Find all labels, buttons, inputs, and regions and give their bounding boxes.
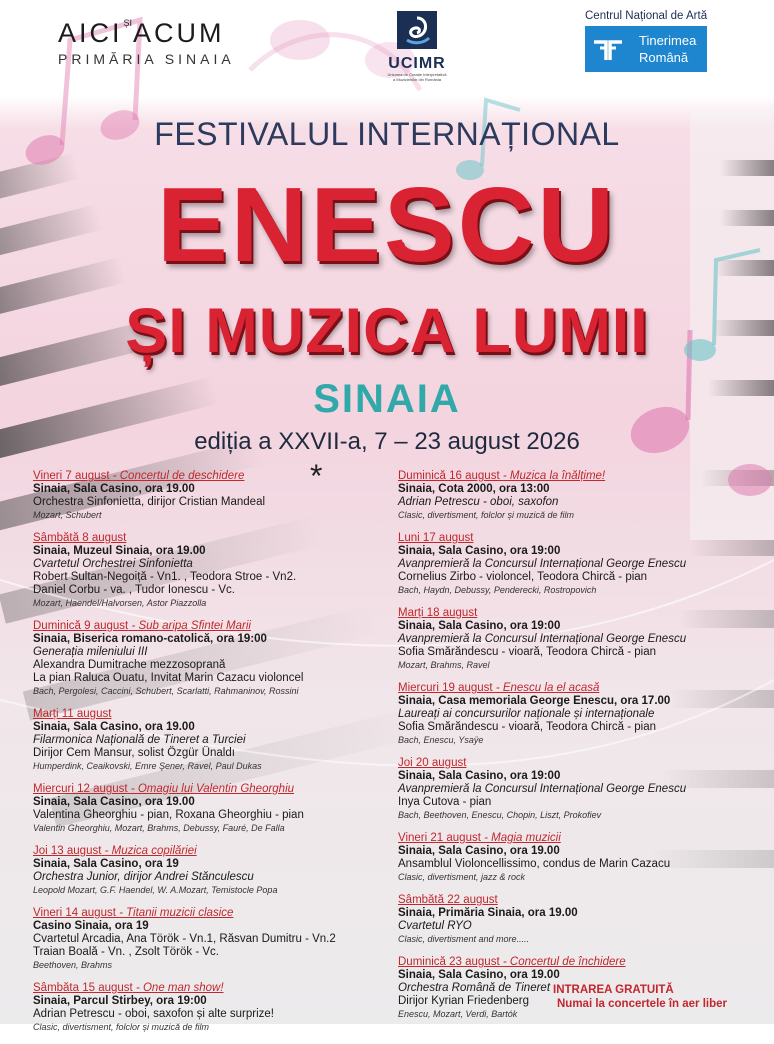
event-date-heading — [398, 607, 768, 620]
tinerimea-emblem-icon — [591, 34, 625, 64]
event-title: - Sub aripa Sfintei Marii — [131, 620, 251, 632]
event-venue: Sinaia, Sala Casino, ora 19.00 — [398, 969, 560, 981]
event-venue: Sinaia, Sala Casino, ora 19.00 — [33, 483, 195, 495]
event-date-heading — [398, 532, 768, 545]
event-performers: Robert Sultan-Negoiță - Vn1. , Teodora Stroe - Vn2. — [33, 571, 297, 583]
event-performers: Cvartetul Arcadia, Ana Török - Vn.1, Răsvan Dumitru - Vn.2 — [33, 933, 336, 945]
event-performers: Valentina Gheorghiu - pian, Roxana Gheorghiu - pian — [33, 809, 304, 821]
cna-title: Centrul Național de Artă — [585, 10, 708, 22]
event-day: Marți 18 august — [398, 607, 478, 619]
event-venue: Sinaia, Sala Casino, ora 19:00 — [398, 620, 561, 632]
event-day: Sâmbătă 22 august — [398, 894, 498, 906]
event-day: Marți 11 august — [33, 708, 112, 720]
event-venue: Sinaia, Sala Casino, ora 19:00 — [398, 545, 561, 557]
event-date-heading — [33, 982, 393, 995]
event-venue: Sinaia, Sala Casino, ora 19:00 — [398, 770, 561, 782]
event-date-heading — [33, 907, 393, 920]
event-venue: Sinaia, Sala Casino, ora 19.00 — [398, 845, 560, 857]
event-performers: Avanpremieră la Concursul Internațional George Enescu — [398, 783, 687, 795]
city-title: SINAIA — [313, 377, 461, 421]
si-word: ȘI — [123, 18, 133, 28]
romana-label: Română — [639, 50, 689, 65]
event-performers: Orchestra Română de Tineret — [398, 982, 551, 994]
event-repertoire: Beethoven, Brahms — [33, 960, 113, 970]
event-repertoire: Clasic, divertisment, folclor și muzică de film — [33, 1022, 210, 1032]
event-date-heading — [398, 682, 768, 695]
event-venue: Sinaia, Muzeul Sinaia, ora 19.00 — [33, 545, 206, 557]
ucimr-subtitle-1: Uniunea de Creație Interpretativă — [387, 72, 447, 77]
event-repertoire: Bach, Pergolesi, Caccini, Schubert, Scarlatti, Rahmaninov, Rossini — [33, 686, 299, 696]
event-date-heading — [398, 757, 768, 770]
event-performers: Daniel Corbu - va. , Tudor Ionescu - Vc. — [33, 584, 235, 596]
event-venue: Sinaia, Cota 2000, ora 13:00 — [398, 483, 550, 495]
event-title: - Concertul de deschidere — [112, 470, 245, 482]
event-day: Sâmbăta 15 august — [33, 982, 133, 994]
event-item — [398, 832, 768, 883]
event-repertoire: Humperdink, Ceaikovski, Emre Şener, Ravel, Paul Dukas — [33, 761, 262, 771]
schedule-right-column — [398, 470, 768, 1031]
event-performers: Dirijor Kyrian Friedenberg — [398, 995, 530, 1007]
event-title: - Titanii muzicii clasice — [119, 907, 234, 919]
event-date-heading — [33, 620, 393, 633]
event-performers: Orchestra Sinfonietta, dirijor Cristian Mandeal — [33, 496, 266, 508]
asterisk-mark: * — [310, 458, 323, 494]
event-venue: Sinaia, Parcul Stirbey, ora 19:00 — [33, 995, 207, 1007]
event-date-heading — [33, 470, 393, 483]
event-day: Joi 20 august — [398, 757, 467, 769]
event-venue: Sinaia, Casa memoriala George Enescu, ora 17.00 — [398, 695, 671, 707]
event-performers: Inya Cutova - pian — [398, 796, 492, 808]
open-air-note: Numai la concertele în aer liber — [557, 998, 728, 1010]
muzica-lumii-title: ȘI MUZICA LUMII — [125, 296, 649, 366]
event-day: Vineri 14 august — [33, 907, 116, 919]
event-performers: Ansamblul Violoncellissimo, condus de Marin Cazacu — [398, 858, 671, 870]
aici-si-acum-wordmark — [58, 18, 280, 49]
event-performers: Cvartetul Orchestrei Sinfonietta — [33, 558, 193, 570]
event-item — [33, 708, 393, 772]
enescu-title: ENESCU — [157, 166, 617, 284]
event-repertoire: Bach, Haydn, Debussy, Penderecki, Rostropovich — [398, 585, 597, 595]
event-item — [398, 470, 768, 521]
event-date-heading — [398, 832, 768, 845]
event-performers: Cornelius Zirbo - violoncel, Teodora Chircă - pian — [398, 571, 648, 583]
ucimr-subtitle-2: a Muzicienilor din România — [392, 77, 442, 82]
event-title: - Concertul de închidere — [502, 956, 626, 968]
event-date-heading — [33, 783, 393, 796]
event-performers: Avanpremieră la Concursul Internațional George Enescu — [398, 558, 687, 570]
festival-heading: FESTIVALUL INTERNAȚIONAL — [154, 116, 620, 152]
event-item — [33, 845, 393, 896]
event-date-heading — [33, 708, 393, 721]
free-entry-label: INTRAREA GRATUITĂ — [553, 984, 674, 996]
event-item — [33, 982, 393, 1033]
event-day: Miercuri 12 august — [33, 783, 128, 795]
event-day: Duminică 16 august — [398, 470, 500, 482]
event-item — [33, 783, 393, 834]
event-item — [398, 894, 768, 945]
event-venue: Casino Sinaia, ora 19 — [33, 920, 149, 932]
event-date-heading — [398, 894, 768, 907]
event-performers: Orchestra Junior, dirijor Andrei Stănculescu — [33, 871, 254, 883]
event-date-heading — [398, 470, 768, 483]
event-repertoire: Mozart, Brahms, Ravel — [398, 660, 490, 670]
event-repertoire: Clasic, divertisment and more..... — [398, 934, 530, 944]
event-performers: Traian Boală - Vn. , Zsolt Török - Vc. — [33, 946, 219, 958]
event-title: - Magia muzicii — [484, 832, 561, 844]
cna-tinerimea-romana-logo — [585, 10, 713, 72]
event-item — [33, 470, 393, 521]
event-venue: Sinaia, Sala Casino, ora 19 — [33, 858, 179, 870]
event-performers: Sofia Smărăndescu - vioară, Teodora Chircă - pian — [398, 721, 657, 733]
event-repertoire: Clasic, divertisment, jazz & rock — [398, 872, 526, 882]
schedule-left-column — [33, 470, 393, 1044]
tinerimea-label: Tinerimea — [639, 33, 697, 48]
event-title: - One man show! — [135, 982, 224, 994]
event-repertoire: Clasic, divertisment, folclor și muzică de film — [398, 510, 575, 520]
tinerimea-romana-box — [585, 26, 707, 72]
event-performers: Alexandra Dumitrache mezzosoprană — [33, 659, 226, 671]
event-title: - Muzica la înălțime! — [502, 470, 606, 482]
event-date-heading — [33, 845, 393, 858]
event-venue: Sinaia, Biserica romano-catolică, ora 19:00 — [33, 633, 267, 645]
event-performers: Adrian Petrescu - oboi, saxofon și alte surprize! — [33, 1008, 274, 1020]
event-title: - Muzica copilăriei — [104, 845, 197, 857]
event-date-heading — [33, 532, 393, 545]
aici-word: AICI — [58, 18, 123, 48]
event-day: Joi 13 august — [33, 845, 102, 857]
event-performers: Filarmonica Națională de Tineret a Turciei — [33, 734, 246, 746]
event-item — [33, 907, 393, 971]
free-entry-note — [553, 983, 727, 1011]
event-day: Luni 17 august — [398, 532, 474, 544]
event-venue: Sinaia, Primăria Sinaia, ora 19.00 — [398, 907, 578, 919]
event-performers: Laureați ai concursurilor naționale și internaționale — [398, 708, 655, 720]
event-date-heading — [398, 956, 768, 969]
event-repertoire: Mozart, Schubert — [33, 510, 102, 520]
event-item — [398, 532, 768, 596]
event-repertoire: Mozart, Haendel/Halvorsen, Astor Piazzolla — [33, 598, 207, 608]
event-day: Vineri 7 august — [33, 470, 110, 482]
event-day: Duminică 23 august — [398, 956, 500, 968]
event-performers: Cvartetul RYO — [398, 920, 472, 932]
acum-word: ACUM — [133, 18, 225, 48]
ucimr-logo — [380, 10, 454, 82]
event-performers: Adrian Petrescu - oboi, saxofon — [398, 496, 559, 508]
event-item — [398, 607, 768, 671]
event-venue: Sinaia, Sala Casino, ora 19.00 — [33, 796, 195, 808]
ucimr-emblem-icon — [395, 10, 439, 50]
event-repertoire: Bach, Enescu, Ysaÿe — [398, 735, 484, 745]
aici-si-acum-logo — [58, 18, 280, 67]
event-item — [398, 757, 768, 821]
event-day: Vineri 21 august — [398, 832, 481, 844]
edition-dates: ediția a XXVII-a, 7 – 23 august 2026 — [194, 428, 580, 455]
primaria-sinaia-label: PRIMĂRIA SINAIA — [58, 51, 235, 67]
event-item — [33, 620, 393, 697]
event-performers: Dirijor Cem Mansur, solist Özgür Ünaldı — [33, 747, 235, 759]
event-item — [33, 532, 393, 609]
event-performers: Avanpremieră la Concursul Internațional George Enescu — [398, 633, 687, 645]
event-day: Sâmbătă 8 august — [33, 532, 127, 544]
event-performers: Generația mileniului III — [33, 646, 148, 658]
event-title: - Enescu la el acasă — [495, 682, 600, 694]
event-title: - Omagiu lui Valentin Gheorghiu — [130, 783, 295, 795]
event-day: Duminică 9 august — [33, 620, 129, 632]
event-repertoire: Enescu, Mozart, Verdi, Bartók — [398, 1009, 518, 1019]
event-item — [398, 682, 768, 746]
event-repertoire: Leopold Mozart, G.F. Haendel, W. A.Mozart, Temistocle Popa — [33, 885, 278, 895]
event-repertoire: Valentin Gheorghiu, Mozart, Brahms, Debussy, Fauré, De Falla — [33, 823, 285, 833]
event-performers: Sofia Smărăndescu - vioară, Teodora Chircă - pian — [398, 646, 657, 658]
event-venue: Sinaia, Sala Casino, ora 19.00 — [33, 721, 195, 733]
event-repertoire: Bach, Beethoven, Enescu, Chopin, Liszt, Prokofiev — [398, 810, 602, 820]
event-day: Miercuri 19 august — [398, 682, 493, 694]
event-performers: La pian Raluca Ouatu, Invitat Marin Cazacu violoncel — [33, 672, 304, 684]
ucimr-name: UCIMR — [388, 55, 446, 72]
